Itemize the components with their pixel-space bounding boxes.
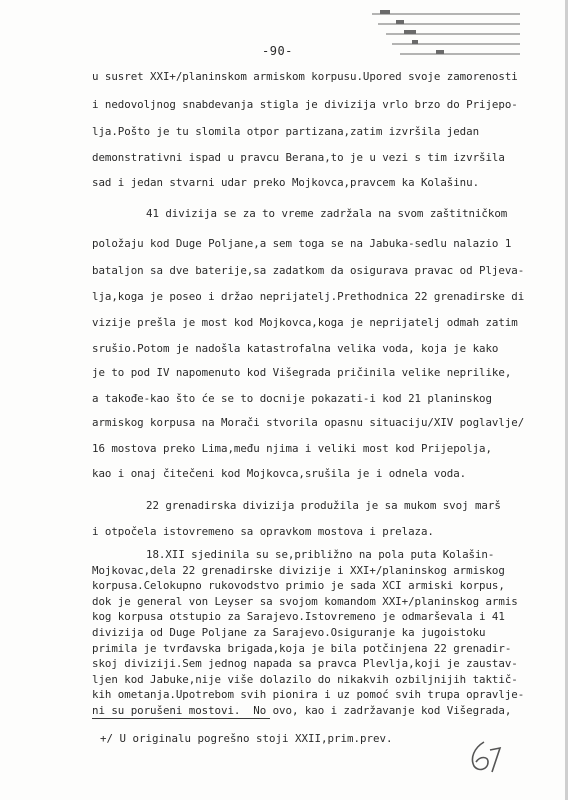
text-line: Mojkovac,dela 22 grenadirske divizije i XXI+/planinskog armiskog xyxy=(92,564,505,577)
text-line: a takođe-kao što će se to docnije pokazati-i kod 21 planinskog xyxy=(92,392,492,405)
text-line: 16 mostova preko Lima,među njima i veliki most kod Prijepolja, xyxy=(92,442,492,455)
text-line: 18.XII sjedinila su se,približno na pola puta Kolašin- xyxy=(146,548,495,561)
text-line: vizije prešla je most kod Mojkovca,koga je neprijatelj odmah zatim xyxy=(92,316,518,329)
text-line: bataljon sa dve baterije,sa zadatkom da osigurava pravac od Pljevа- xyxy=(92,264,525,277)
text-line: je to pod IV napomenuto kod Višegrada pričinila velike neprilike, xyxy=(92,366,512,379)
text-line: ni su porušeni mostovi. No ovo, kao i zadržavanje kod Višegrada, xyxy=(92,704,512,717)
text-line: kih ometanja.Upotrebom svih pionira i uz pomoć svih trupa opravlje- xyxy=(92,688,525,701)
text-line: skoj diviziji.Sem jednog napada sa pravca Plevlja,koji je zaustav- xyxy=(92,657,518,670)
handwritten-page-number xyxy=(464,736,504,776)
text-line: divizija od Duge Poljane za Sarajevo.Osiguranje ka jugoistoku xyxy=(92,626,486,639)
text-line: položaju kod Duge Poljane,a sem toga se na Jabuka-sedlu nalazio 1 xyxy=(92,237,512,250)
text-line: sad i jedan stvarni udar preko Mojkovca,pravcem ka Kolašinu. xyxy=(92,176,480,189)
text-line: i otpočela istovremeno sa opravkom mostova i prelaza. xyxy=(92,525,434,538)
text-line: kao i onaj čitečeni kod Mojkovca,srušila je i odnela voda. xyxy=(92,467,467,480)
text-line: 22 grenadirska divizija produžila je sa mukom svoj marš xyxy=(146,499,501,512)
text-line: u susret XXI+/planinskom armiskom korpusu.Upored svoje zamorenosti xyxy=(92,70,518,83)
text-line: armiskog korpusa na Morači stvorila opasnu situaciju/XIV poglavlje/ xyxy=(92,416,525,429)
text-line: korpusa.Celokupno rukovodstvo primio je sada XCI armiski korpus, xyxy=(92,579,505,592)
footnote-rule xyxy=(92,718,270,719)
text-line: lja,koga je posео i držao neprijatelj.Prethodnica 22 grenadirske di xyxy=(92,290,525,303)
text-line: srušio.Potom je nadošla katastrofalna velika voda, koja je kako xyxy=(92,342,499,355)
page-number: -90- xyxy=(262,44,293,58)
text-line: ljen kod Jabuke,nije više dolazilo do nikakvih ozbiljnijih taktič- xyxy=(92,673,518,686)
footnote: +/ U originalu pogrešno stoji XXII,prim.prev. xyxy=(100,732,393,745)
text-line: kog korpusa otstupio za Sarajevo.Istovremeno je odmarševala i 41 xyxy=(92,610,505,623)
text-line: primila je tvrđavska brigada,koja je bila potčinjena 22 grenadir- xyxy=(92,642,512,655)
text-line: dok je general von Leyser sa svojom komandom XXI+/planinskog armis xyxy=(92,595,518,608)
text-line: 41 divizija se za to vreme zadržala na svom zaštitničkom xyxy=(146,207,508,220)
text-line: lja.Pošto je tu slomila otpor partizana,zatim izvršila jedan xyxy=(92,125,480,138)
text-line: i nedovoljnog snabdevanja stigla je divizija vrlo brzo do Prijepo- xyxy=(92,98,518,111)
text-line: demonstrativni ispad u pravcu Berana,to je u vezi s tim izvršila xyxy=(92,151,505,164)
